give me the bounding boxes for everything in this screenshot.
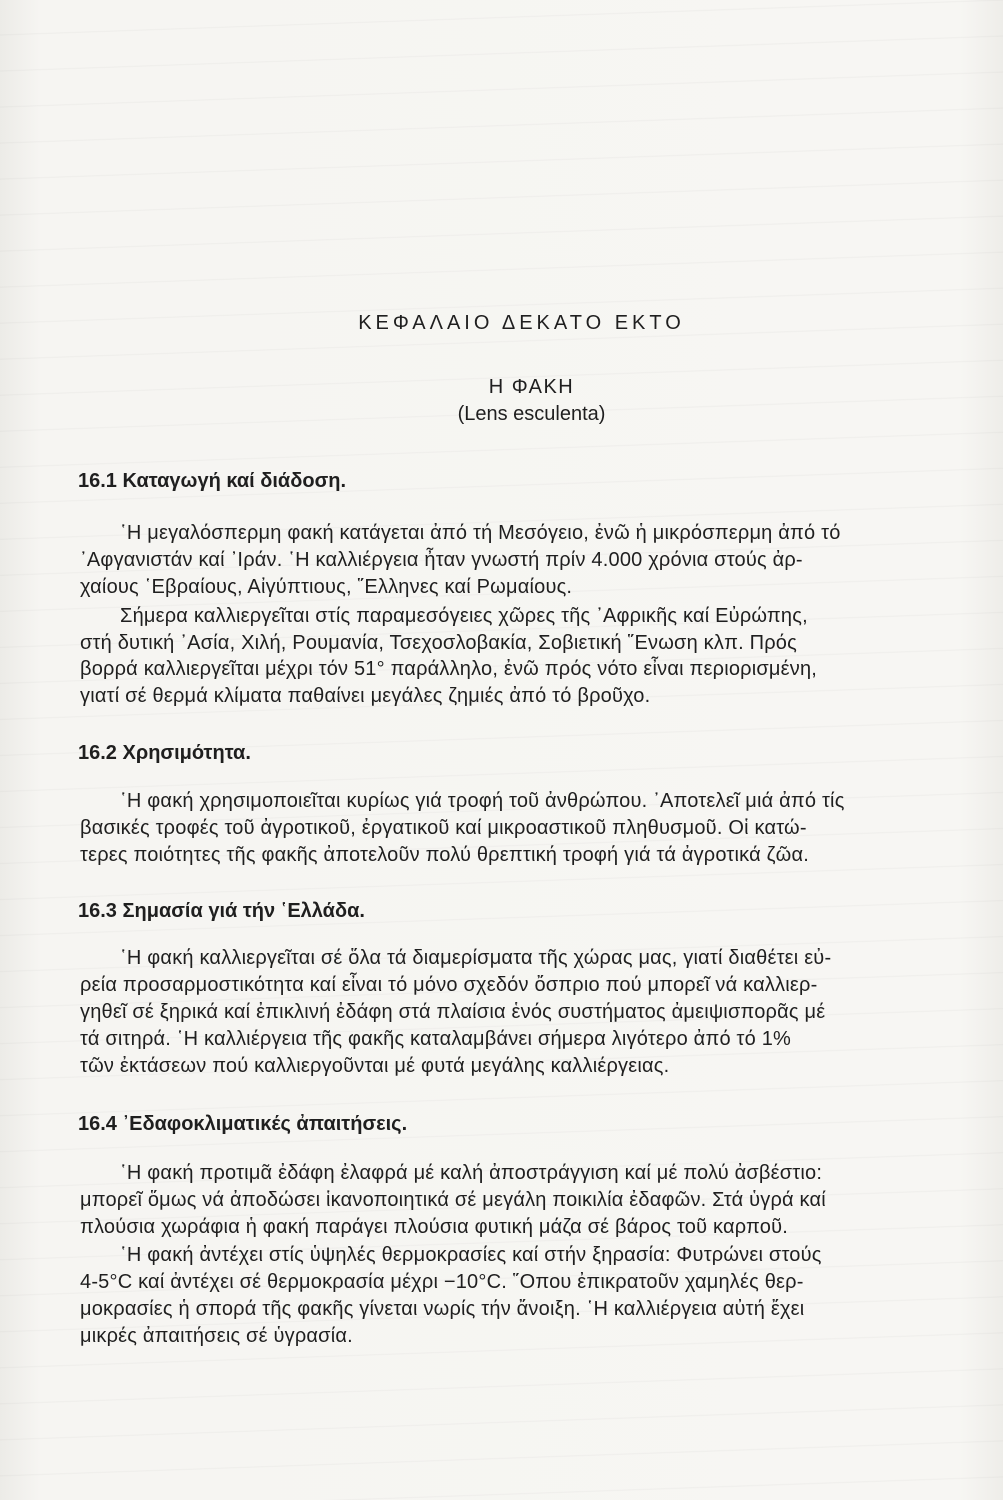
section-heading: 16.4 ᾿Εδαφοκλιματικές ἀπαιτήσεις. [78,1113,408,1135]
paragraph-line: τά σιτηρά. ῾Η καλλιέργεια τῆς φακῆς καταλαμβάνει σήμερα λιγότερο ἀπό τό 1% [80,1028,792,1050]
paragraph-line: χαίους ῾Εβραίους, Αἰγύπτιους, ῞Ελληνες καί Ρωμαίους. [80,576,573,598]
paragraph-line: βασικές τροφές τοῦ ἀγροτικοῦ, ἐργατικοῦ καί μικροαστικοῦ πληθυσμοῦ. Οἱ κατώ- [80,817,807,839]
paragraph-line: μπορεῖ ὅμως νά ἀποδώσει ἱκανοποιητικά σέ μεγάλη ποικιλία ἐδαφῶν. Στά ὑγρά καί [80,1189,826,1211]
paragraph-line: ῾Η φακή προτιμᾶ ἐδάφη ἐλαφρά μέ καλή ἀποστράγγιση καί μέ πολύ ἀσβέστιο: [120,1162,823,1184]
section-heading: 16.1 Καταγωγή καί διάδοση. [78,470,347,492]
paragraph-line: πλούσια χωράφια ἡ φακή παράγει πλούσια φυτική μάζα σέ βάρος τοῦ καρποῦ. [80,1216,788,1238]
paragraph-line: μικρές ἀπαιτήσεις σέ ὑγρασία. [80,1325,353,1347]
paragraph-line: γιατί σέ θερμά κλίματα παθαίνει μεγάλες ζημιές ἀπό τό βροῦχο. [80,685,651,707]
paragraph-line: Σήμερα καλλιεργεῖται στίς παραμεσόγειες χῶρες τῆς ᾿Αφρικῆς καί Εὐρώπης, [120,605,808,627]
paragraph-line: ῾Η φακή καλλιεργεῖται σέ ὅλα τά διαμερίσματα τῆς χώρας μας, γιατί διαθέτει εὐ- [120,947,832,969]
chapter-subtitle: (Lens esculenta) [457,403,606,425]
paragraph-line: ᾿Αφγανιστάν καί ᾿Ιράν. ῾Η καλλιέργεια ἦταν γνωστή πρίν 4.000 χρόνια στούς ἀρ- [80,549,803,571]
paragraph-line: ῾Η φακή ἀντέχει στίς ὑψηλές θερμοκρασίες καί στήν ξηρασία: Φυτρώνει στούς [120,1244,822,1266]
paragraph-line: ῾Η φακή χρησιμοποιεῖται κυρίως γιά τροφή τοῦ ἀνθρώπου. ᾿Αποτελεῖ μιά ἀπό τίς [120,790,845,812]
paragraph-line: γηθεῖ σέ ξηρικά καί ἐπικλινή ἐδάφη στά πλαίσια ἑνός συστήματος ἀμειψισπορᾶς μέ [80,1001,826,1023]
paragraph-line: βορρά καλλιεργεῖται μέχρι τόν 51° παράλληλο, ἐνῶ πρός νότο εἶναι περιορισμένη, [80,658,818,680]
chapter-title: Η ΦΑΚΗ [488,376,575,398]
paragraph-line: ῾Η μεγαλόσπερμη φακή κατάγεται ἀπό τή Μεσόγειο, ἐνῶ ἡ μικρόσπερμη ἀπό τό [120,522,841,544]
paragraph-line: ρεία προσαρμοστικότητα καί εἶναι τό μόνο σχεδόν ὄσπριο πού μπορεῖ νά καλλιερ- [80,974,818,996]
paragraph-line: τῶν ἐκτάσεων πού καλλιεργοῦνται μέ φυτά μεγάλης καλλιέργειας. [80,1055,670,1077]
paragraph-line: μοκρασίες ἡ σπορά τῆς φακῆς γίνεται νωρίς τήν ἄνοιξη. ῾Η καλλιέργεια αὐτή ἔχει [80,1298,805,1320]
section-heading: 16.2 Χρησιμότητα. [78,742,251,764]
chapter-label: ΚΕΦΑΛΑΙΟ ΔΕΚΑΤΟ ΕΚΤΟ [358,312,685,334]
paragraph-line: στή δυτική ᾿Ασία, Χιλή, Ρουμανία, Τσεχοσλοβακία, Σοβιετική ῞Ενωση κλπ. Πρός [80,632,797,654]
paragraph-line: 4-5°C καί ἀντέχει σέ θερμοκρασία μέχρι −10°C. ῞Οπου ἐπικρατοῦν χαμηλές θερ- [80,1271,804,1293]
section-heading: 16.3 Σημασία γιά τήν ῾Ελλάδα. [78,900,365,922]
paragraph-line: τερες ποιότητες τῆς φακῆς ἀποτελοῦν πολύ θρεπτική τροφή γιά τά ἀγροτικά ζῶα. [80,844,809,866]
